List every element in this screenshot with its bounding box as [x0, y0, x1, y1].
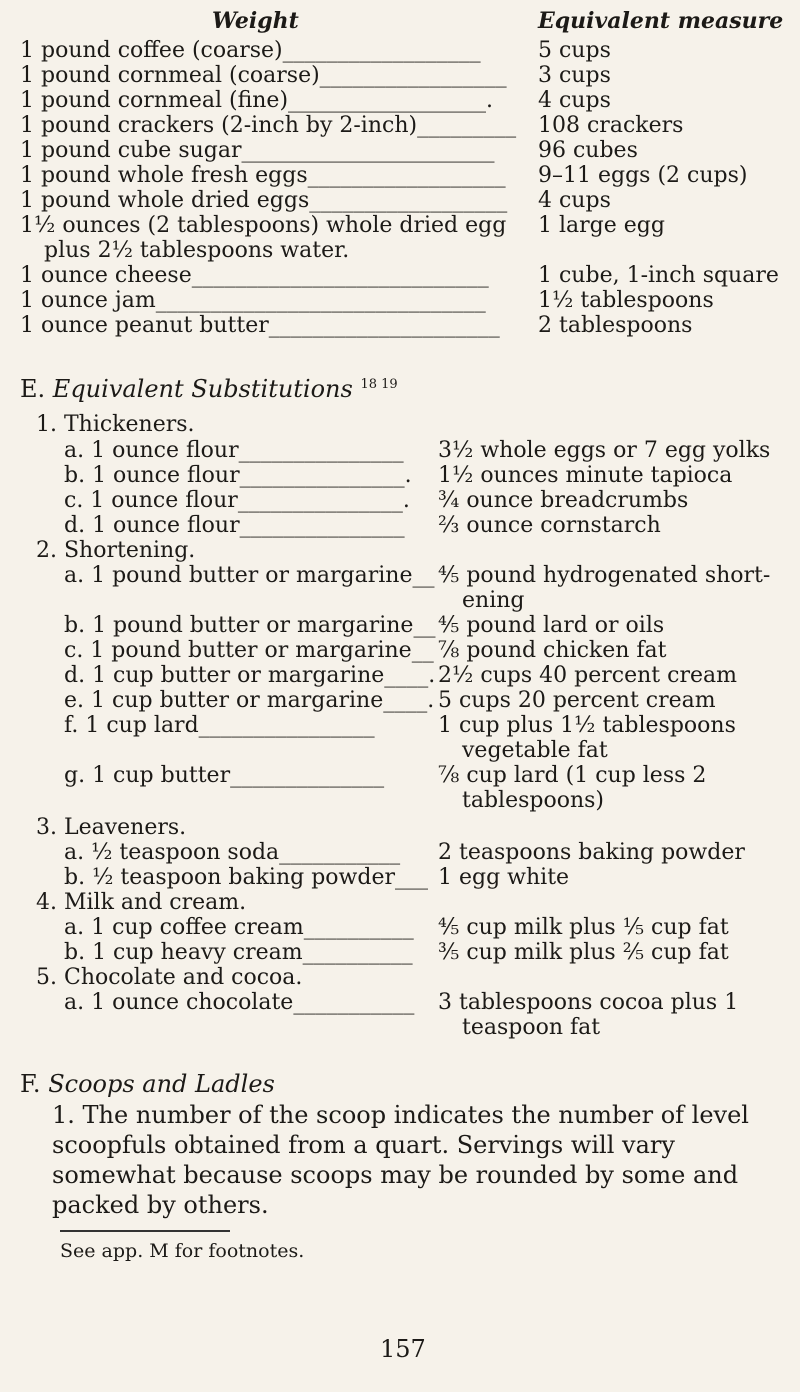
weight-row: 1 pound whole fresh eggs__________________ 9–11 eggs (2 cups)	[20, 163, 748, 188]
substitution-row: b. 1 pound butter or margarine__ ⅘ pound lard or oils	[64, 613, 665, 638]
weight-column-header: Weight	[212, 8, 299, 34]
substitution-row: a. 1 cup coffee cream__________ ⅘ cup milk plus ⅕ cup fat	[64, 915, 729, 940]
substitution-row: b. ½ teaspoon baking powder___ 1 egg white	[64, 865, 570, 890]
weight-row: 1 pound cornmeal (fine)__________________. 4 cups	[20, 88, 611, 113]
substitution-row: d. 1 cup butter or margarine____. 2½ cups 40 percent cream	[64, 663, 737, 688]
equivalent-measure-column-header: Equivalent measure	[538, 8, 784, 34]
substitution-row-continuation: vegetable fat	[462, 738, 608, 763]
scoops-paragraph: 1. The number of the scoop indicates the number of level scoopfuls obtained from a quart. Servings will vary somewhat because scoops may be rounded by some and packed by others.	[52, 1101, 749, 1219]
substitution-row: d. 1 ounce flour_______________ ⅔ ounce cornstarch	[64, 513, 661, 538]
substitution-row: b. 1 ounce flour_______________. 1½ ounces minute tapioca	[64, 463, 733, 488]
weight-row: 1 ounce cheese___________________________ 1 cube, 1-inch square	[20, 263, 779, 288]
substitution-row-continuation: teaspoon fat	[462, 1015, 601, 1040]
substitution-row-continuation: ening	[462, 588, 525, 613]
weight-row: 1 pound whole dried eggs__________________ 4 cups	[20, 188, 611, 213]
page-number: 157	[380, 1335, 426, 1363]
weight-row: 1½ ounces (2 tablespoons) whole dried egg 1 large egg	[20, 213, 665, 238]
weight-row: 1 pound cube sugar_______________________ 96 cubes	[20, 138, 638, 163]
weight-row: 1 ounce jam______________________________ 1½ tablespoons	[20, 288, 714, 313]
footnote-divider	[60, 1230, 230, 1232]
substitution-row: c. 1 ounce flour_______________. ¾ ounce breadcrumbs	[64, 488, 689, 513]
substitution-row: a. 1 ounce flour_______________ 3½ whole eggs or 7 egg yolks	[64, 438, 771, 463]
substitution-row-continuation: tablespoons)	[462, 788, 605, 813]
footnote: See app. M for footnotes.	[60, 1240, 305, 1262]
chocolate-cocoa-heading: 5. Chocolate and cocoa.	[36, 965, 303, 990]
section-f-heading: F. Scoops and Ladles	[20, 1070, 275, 1098]
weight-row: 1 pound crackers (2-inch by 2-inch)_________ 108 crackers	[20, 113, 684, 138]
thickeners-heading: 1. Thickeners.	[36, 412, 195, 437]
substitution-row: b. 1 cup heavy cream__________ ⅗ cup milk plus ⅖ cup fat	[64, 940, 729, 965]
shortening-heading: 2. Shortening.	[36, 538, 196, 563]
leaveners-heading: 3. Leaveners.	[36, 815, 187, 840]
substitution-row: e. 1 cup butter or margarine____. 5 cups 20 percent cream	[64, 688, 716, 713]
substitution-row: g. 1 cup butter______________ ⅞ cup lard (1 cup less 2	[64, 763, 707, 788]
weight-row: 1 ounce peanut butter_____________________ 2 tablespoons	[20, 313, 693, 338]
substitution-row: a. 1 ounce chocolate___________ 3 tablespoons cocoa plus 1	[64, 990, 739, 1015]
section-e-heading: E. Equivalent Substitutions $^{18 19}$	[20, 375, 398, 403]
weight-row: 1 pound cornmeal (coarse)_________________ 3 cups	[20, 63, 611, 88]
substitution-row: a. ½ teaspoon soda___________ 2 teaspoons baking powder	[64, 840, 745, 865]
milk-cream-heading: 4. Milk and cream.	[36, 890, 247, 915]
substitution-row: c. 1 pound butter or margarine__ ⅞ pound chicken fat	[64, 638, 667, 663]
substitution-row: f. 1 cup lard________________ 1 cup plus 1½ tablespoons	[64, 713, 736, 738]
substitution-row: a. 1 pound butter or margarine__ ⅘ pound hydrogenated short-	[64, 563, 771, 588]
weight-row-continuation: plus 2½ tablespoons water.	[44, 238, 350, 263]
weight-row: 1 pound coffee (coarse)__________________ 5 cups	[20, 38, 611, 63]
